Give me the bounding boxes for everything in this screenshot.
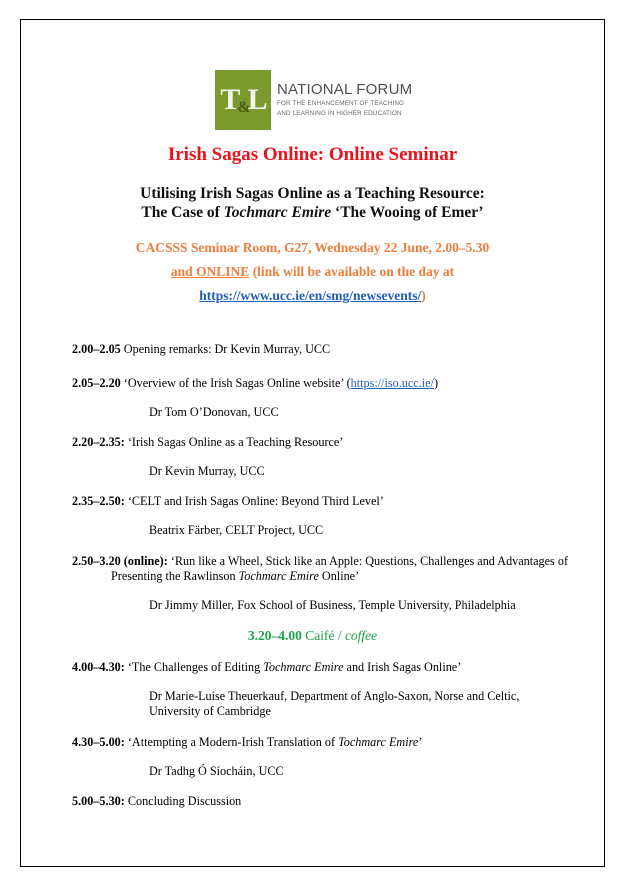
schedule-item-overview bbox=[72, 376, 572, 391]
logo-letter-l: L bbox=[247, 83, 266, 116]
item-italic-title: Tochmarc Emire bbox=[263, 660, 344, 674]
item-time: 2.50–3.20 (online): bbox=[72, 554, 168, 568]
speaker-celt: Beatrix Färber, CELT Project, UCC bbox=[149, 523, 324, 537]
item-title-end: ) bbox=[433, 376, 439, 390]
logo-subtitle-line2: AND LEARNING IN HIGHER EDUCATION bbox=[277, 110, 402, 117]
venue-info bbox=[20, 236, 605, 308]
item-time: 5.00–5.30: bbox=[72, 794, 125, 808]
item-time: 2.20–2.35: bbox=[72, 435, 125, 449]
break-label-italic: coffee bbox=[344, 628, 378, 643]
schedule-item-opening bbox=[72, 342, 572, 357]
newsevents-link[interactable]: https://www.ucc.ie/en/smg/newsevents/ bbox=[199, 288, 422, 303]
subtitle-italic-title: Tochmarc Emire bbox=[223, 204, 332, 221]
item-title: ‘CELT and Irish Sagas Online: Beyond Third Level’ bbox=[124, 494, 384, 508]
venue-line2 bbox=[20, 260, 605, 284]
item-time: 2.05–2.20 bbox=[72, 376, 121, 390]
break-time: 3.20–4.00 bbox=[247, 628, 302, 643]
logo-monogram bbox=[220, 85, 265, 115]
item-time: 2.35–2.50: bbox=[72, 494, 125, 508]
coffee-break bbox=[20, 628, 605, 644]
subtitle-line1: Utilising Irish Sagas Online as a Teaching Resource: bbox=[140, 185, 485, 202]
item-title-end: and Irish Sagas Online’ bbox=[343, 660, 462, 674]
logo-wordmark bbox=[277, 81, 412, 119]
venue-line3 bbox=[20, 284, 605, 308]
item-time: 4.00–4.30: bbox=[72, 660, 125, 674]
break-label: Caifé / bbox=[301, 628, 345, 643]
schedule-item-concluding bbox=[72, 794, 572, 809]
seminar-subtitle bbox=[20, 184, 605, 222]
subtitle-suffix: ‘The Wooing of Emer’ bbox=[331, 204, 484, 221]
seminar-title: Irish Sagas Online: Online Seminar bbox=[167, 144, 458, 165]
schedule-item-run-like-a-wheel bbox=[72, 554, 611, 584]
item-italic-title: Tochmarc Emire bbox=[338, 735, 419, 749]
speaker-teaching-resource: Dr Kevin Murray, UCC bbox=[149, 464, 265, 478]
tl-logo-mark bbox=[215, 70, 271, 130]
online-label: and ONLINE bbox=[170, 264, 250, 279]
venue-line1: CACSSS Seminar Room, G27, Wednesday 22 June, 2.00–5.30 bbox=[135, 240, 490, 255]
item-title: Concluding Discussion bbox=[124, 794, 242, 808]
logo-title: NATIONAL FORUM bbox=[277, 81, 413, 98]
national-forum-logo bbox=[215, 70, 412, 130]
venue-link-suffix: ) bbox=[421, 288, 426, 303]
item-title: ‘The Challenges of Editing bbox=[124, 660, 264, 674]
item-title: ‘Attempting a Modern-Irish Translation of bbox=[124, 735, 339, 749]
subtitle-line2 bbox=[20, 203, 605, 222]
schedule-item-celt bbox=[72, 494, 572, 509]
logo-ampersand: & bbox=[237, 99, 249, 116]
speaker-run-like-a-wheel: Dr Jimmy Miller, Fox School of Business, Temple University, Philadelphia bbox=[149, 598, 516, 612]
schedule-item-translation bbox=[72, 735, 572, 750]
logo-subtitle-line1: FOR THE ENHANCEMENT OF TEACHING bbox=[277, 100, 405, 107]
item-title: ‘Irish Sagas Online as a Teaching Resource’ bbox=[124, 435, 344, 449]
logo-letter-t: T bbox=[220, 83, 239, 116]
item-italic-title: Tochmarc Emire bbox=[238, 569, 319, 583]
schedule-item-challenges-editing bbox=[72, 660, 572, 675]
schedule-item-teaching-resource bbox=[72, 435, 572, 450]
iso-website-link[interactable]: https://iso.ucc.ie/ bbox=[350, 376, 434, 390]
item-title-end: Online’ bbox=[318, 569, 360, 583]
venue-line2-rest: (link will be available on the day at bbox=[249, 264, 455, 279]
speaker-translation: Dr Tadhg Ó Síocháin, UCC bbox=[149, 764, 284, 778]
item-title: Opening remarks: Dr Kevin Murray, UCC bbox=[120, 342, 331, 356]
item-title: ‘Overview of the Irish Sagas Online website’ ( bbox=[120, 376, 351, 390]
speaker-overview: Dr Tom O’Donovan, UCC bbox=[149, 405, 279, 419]
subtitle-prefix: The Case of bbox=[141, 204, 224, 221]
speaker-challenges-editing: Dr Marie-Luise Theuerkauf, Department of Anglo-Saxon, Norse and Celtic, University of Cambridge bbox=[149, 689, 520, 718]
item-title: ‘Run like a Wheel, Stick like an Apple: Questions, Challenges and Advantages of Presenting the Rawlinson bbox=[111, 554, 568, 583]
item-time: 4.30–5.00: bbox=[72, 735, 125, 749]
item-title-end: ’ bbox=[418, 735, 423, 749]
item-time: 2.00–2.05 bbox=[72, 342, 121, 356]
